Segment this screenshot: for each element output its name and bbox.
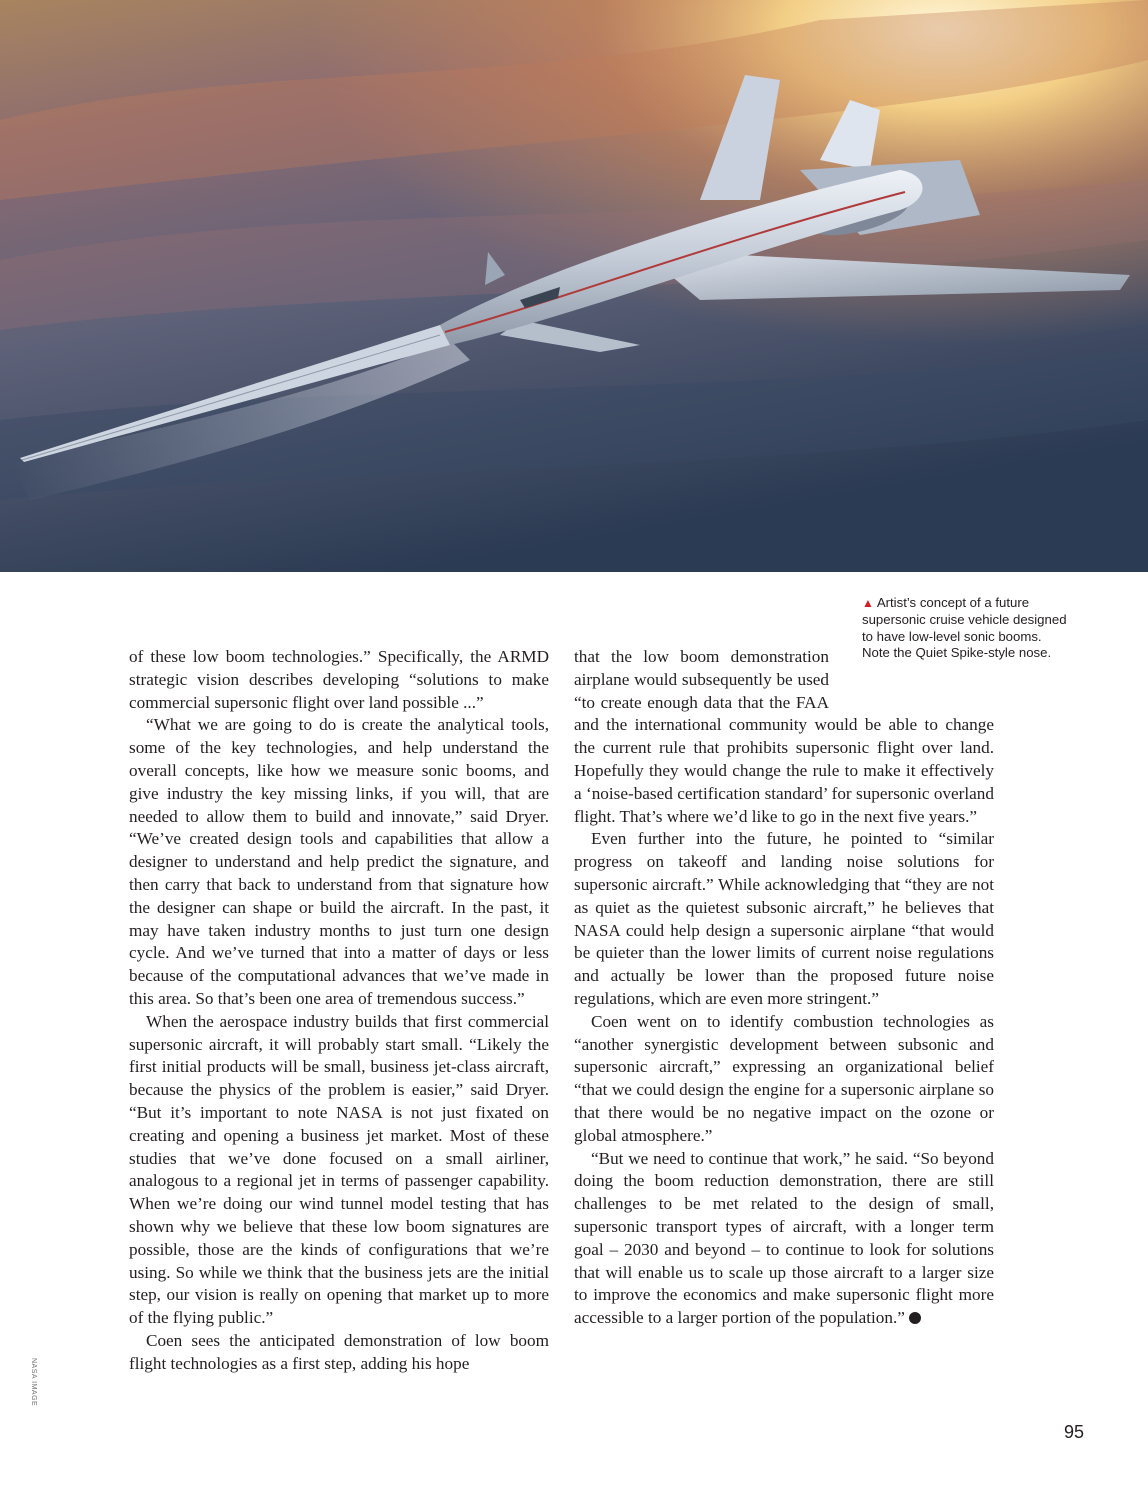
caption-text: Artist’s concept of a future supersonic cruise vehicle designed to have low-level sonic booms. Note the Quiet Spike-style nose. bbox=[862, 595, 1067, 661]
paragraph: When the aerospace industry builds that first commercial supersonic aircraft, it will probably start small. “Likely the first initial products will be small, business jet-class aircraft, because the physics of the problem is easier,” said Dryer. “But it’s important to note NASA is not just fixated on creating and opening a business jet market. Most of these studies that we’ve done focused on a small airliner, analogous to a regional jet in terms of passenger capability. When we’re doing our wind tunnel model testing that has shown why we believe that these low boom signatures are possible, those are the kinds of configurations that we’re using. So while we think that the business jets are the initial step, our vision is really on opening that market up to more of the flying public.” bbox=[129, 1011, 549, 1328]
photo-credit: NASA IMAGE bbox=[30, 1358, 37, 1407]
page-number: 95 bbox=[1063, 1422, 1084, 1442]
paragraph: of these low boom technologies.” Specifically, the ARMD strategic vision describes developing “solutions to make commercial supersonic flight over land possible ...” bbox=[129, 647, 549, 712]
hero-image bbox=[0, 0, 1148, 572]
end-mark-icon bbox=[909, 1312, 921, 1324]
aircraft-illustration bbox=[0, 0, 1148, 572]
paragraph: that the low boom demonstration airplane would subsequently be used “to create enough data that the FAA and the international community would be able to change the current rule that prohibits supersonic flight over land. Hopefully they would change the rule to make it effectively a ‘noise-based certification standard’ for supersonic overland flight. That’s where we’d like to go in the next five years.” bbox=[574, 647, 994, 826]
caption-marker-icon: ▲ bbox=[862, 596, 874, 610]
paragraph: Even further into the future, he pointed to “similar progress on takeoff and landing noise solutions for supersonic aircraft.” While acknowledging that “they are not as quiet as the quietest subsonic aircraft,” he believes that NASA could help design a supersonic airplane “that would be quieter than the lower limits of current noise regulations and actually be lower than the proposed future noise regulations, which are even more stringent.” bbox=[574, 829, 994, 1008]
paragraph: Coen went on to identify combustion technologies as “another synergistic development between subsonic and supersonic aircraft,” expressing an organizational belief “that we could design the engine for a supersonic airplane so that there would be no negative impact on the ozone or global atmosphere.” bbox=[574, 1011, 994, 1145]
paragraph: “What we are going to do is create the analytical tools, some of the key technologies, and help understand the overall concepts, like how we measure sonic booms, and give industry the key missing links, if you will, that are needed to allow them to build and innovate,” said Dryer. “We’ve created design tools and capabilities that allow a designer to understand and help predict the signature, and then carry that back to understand from that signature how the designer can shape or build the aircraft. In the past, it may have taken industry months to just turn one design cycle. And we’ve turned that into a matter of days or less because of the computational advances that we’ve made in this area. So that’s been one area of tremendous success.” bbox=[129, 715, 549, 1008]
paragraph-text: “But we need to continue that work,” he said. “So beyond doing the boom reduction demonstration, there are still challenges to be met related to the design of small, supersonic transport types of aircraft, with a longer term goal – 2030 and beyond – to continue to look for solutions that will enable us to scale up those aircraft to a larger size to improve the economics and make supersonic flight more accessible to a larger portion of the population.” bbox=[574, 1148, 994, 1328]
article-column-left bbox=[129, 646, 549, 1376]
caption-wrap-space bbox=[829, 646, 994, 714]
paragraph-final bbox=[574, 1148, 994, 1330]
article-column-right bbox=[574, 646, 994, 1330]
paragraph: Coen sees the anticipated demonstration of low boom flight technologies as a first step, adding his hope bbox=[129, 1330, 549, 1373]
